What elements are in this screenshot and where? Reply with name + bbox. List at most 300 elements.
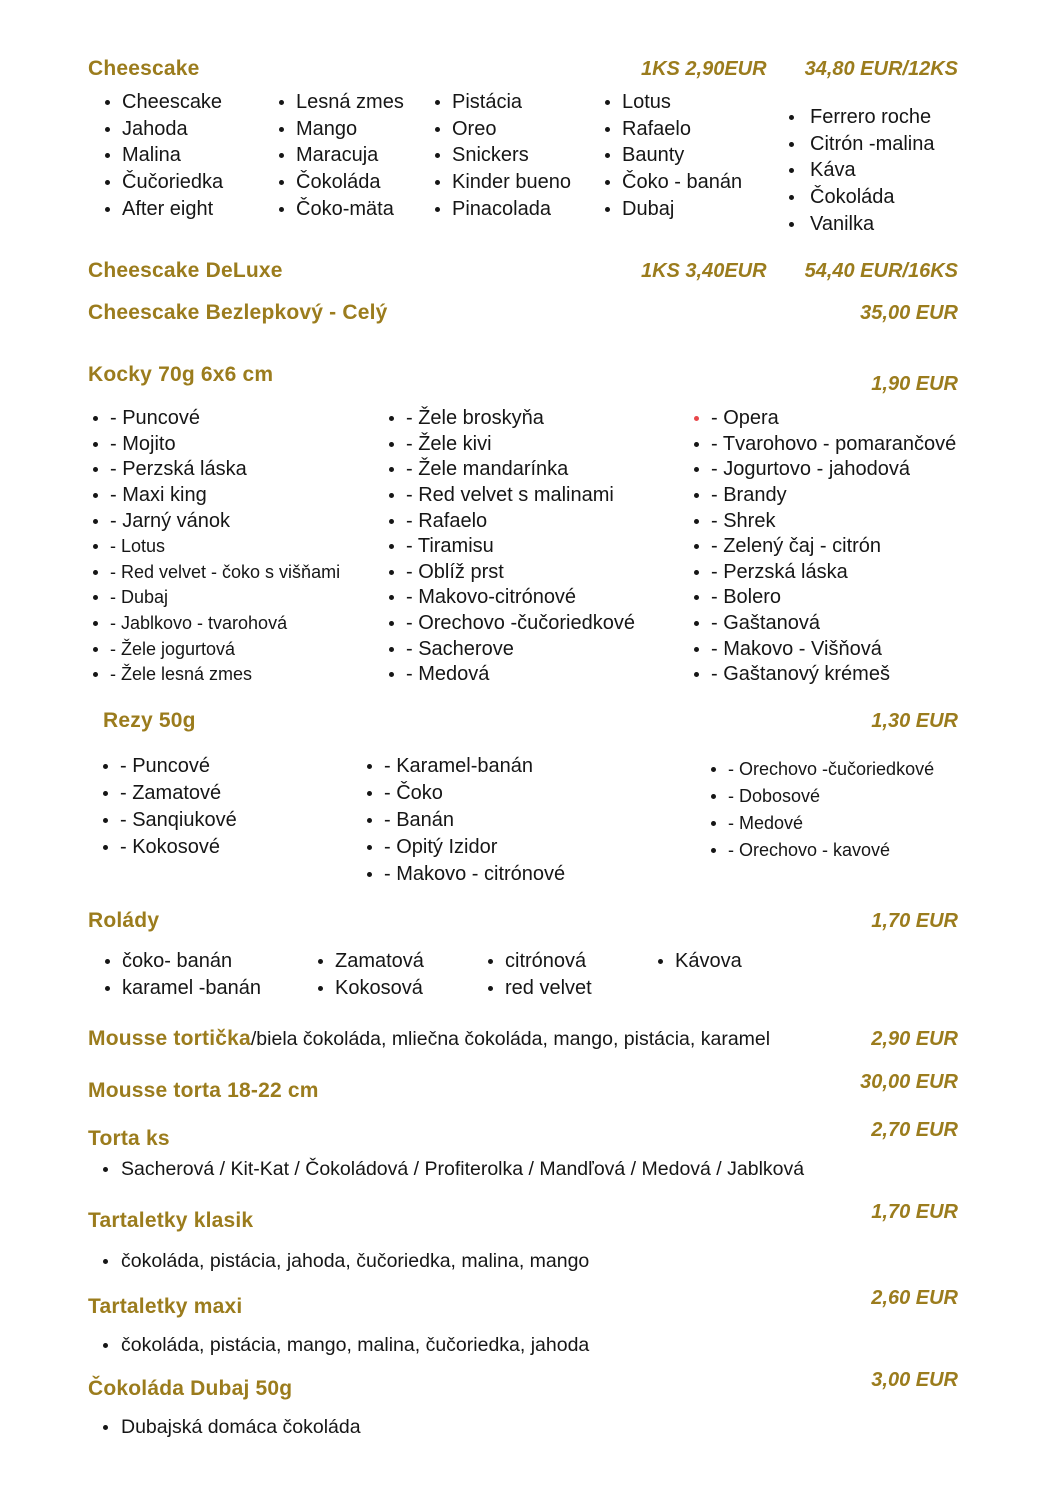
torta-ks-note <box>0 1158 1061 1181</box>
bullet-icon <box>389 519 394 524</box>
bullet-icon <box>694 519 699 524</box>
bullet-icon <box>93 544 98 549</box>
section-mousse-torta <box>0 1071 1061 1104</box>
menu-item <box>93 611 389 637</box>
menu-item-label: - Čoko <box>384 782 443 804</box>
bullet-icon <box>488 986 493 991</box>
menu-item-label: - Red velvet - čoko s višňami <box>110 561 341 582</box>
bullet-icon <box>93 519 98 524</box>
bullet-icon <box>389 647 394 652</box>
menu-item-label: Čoko - banán <box>622 171 743 194</box>
bullet-icon <box>605 180 610 185</box>
bullet-icon <box>694 570 699 575</box>
cheescake-header <box>0 56 1061 82</box>
bullet-icon <box>105 180 110 185</box>
rolady-header <box>0 908 1061 934</box>
menu-item-label: - Makovo - citrónové <box>384 863 566 885</box>
menu-item-label: Rafaelo <box>622 117 691 140</box>
menu-item <box>93 432 389 458</box>
bullet-icon <box>711 821 716 826</box>
bullet-icon <box>367 818 372 823</box>
kocky-prices <box>871 371 958 397</box>
section-rezy <box>0 708 1061 888</box>
tartaletky-klasik-title: Tartaletky klasik <box>88 1209 254 1232</box>
menu-item-label: - Jablkovo - tvarohová <box>110 613 288 634</box>
menu-item-label: citrónová <box>505 950 587 972</box>
bullet-icon <box>367 764 372 769</box>
kocky-header <box>0 362 1061 395</box>
menu-item <box>789 104 934 131</box>
bullet-icon <box>789 168 794 173</box>
bullet-icon <box>389 467 394 472</box>
menu-item <box>367 780 711 807</box>
kocky-column-3 <box>694 406 956 688</box>
bullet-icon <box>605 153 610 158</box>
bullet-icon <box>711 848 716 853</box>
menu-item-label: Pinacolada <box>452 198 551 221</box>
menu-item <box>488 975 658 1002</box>
menu-item-label: - Zamatové <box>120 782 222 804</box>
bullet-icon <box>389 621 394 626</box>
bullet-icon <box>105 100 110 105</box>
menu-item <box>93 636 389 662</box>
tartaletky-maxi-header <box>0 1287 1061 1320</box>
menu-item-label: Mango <box>296 117 358 140</box>
menu-item <box>435 116 605 143</box>
cheescake-column-4 <box>605 89 789 223</box>
torta-ks-header <box>0 1119 1061 1152</box>
bullet-icon <box>318 986 323 991</box>
menu-item-label: - Jogurtovo - jahodová <box>711 458 911 481</box>
cokolada-dubaj-note <box>0 1416 1061 1439</box>
menu-item <box>367 807 711 834</box>
bullet-icon <box>93 672 98 677</box>
tartaletky-klasik-header <box>0 1201 1061 1234</box>
cokolada-dubaj-title: Čokoláda Dubaj 50g <box>88 1377 293 1400</box>
menu-item <box>367 753 711 780</box>
menu-item-label: - Puncové <box>110 407 201 430</box>
menu-item <box>103 753 367 780</box>
tartaletky-klasik-note <box>0 1250 1061 1273</box>
menu-item <box>389 432 694 458</box>
menu-item <box>389 611 694 637</box>
kocky-flavor-columns <box>0 406 1061 688</box>
cheescake-title: Cheescake <box>88 57 200 80</box>
rolady-column-2 <box>318 948 488 1002</box>
menu-item-label: - Makovo-citrónové <box>406 586 577 609</box>
menu-item-label: - Dobosové <box>728 786 821 806</box>
bullet-icon <box>105 986 110 991</box>
menu-item <box>103 780 367 807</box>
menu-item-label: Čokoláda <box>296 171 381 194</box>
cheescake-prices <box>641 56 958 82</box>
menu-item-label: - Mojito <box>110 432 176 455</box>
menu-item-label: Baunty <box>622 144 685 167</box>
menu-item-label: Čokoláda <box>810 186 895 209</box>
menu-item <box>789 184 934 211</box>
bullet-icon <box>694 672 699 677</box>
kocky-column-1 <box>93 406 389 688</box>
menu-item <box>105 196 279 223</box>
bullet-icon <box>789 142 794 147</box>
menu-item <box>694 457 956 483</box>
bullet-icon <box>93 570 98 575</box>
menu-item <box>93 534 389 560</box>
mousse-torticka-prices <box>871 1026 958 1052</box>
bullet-icon <box>93 493 98 498</box>
menu-item-label: - Maxi king <box>110 484 207 507</box>
menu-item <box>694 611 956 637</box>
rezy-header <box>0 708 1061 734</box>
menu-item <box>789 211 934 238</box>
bullet-icon <box>605 207 610 212</box>
menu-item <box>389 508 694 534</box>
bullet-icon <box>279 100 284 105</box>
menu-item-label: Čučoriedka <box>122 171 224 194</box>
rezy-price: 1,30 EUR <box>871 710 958 732</box>
bullet-icon <box>105 959 110 964</box>
bullet-icon <box>694 416 699 421</box>
bullet-icon <box>711 767 716 772</box>
section-tartaletky-maxi <box>0 1287 1061 1357</box>
menu-item-label: Kokosová <box>335 977 423 999</box>
bullet-icon <box>789 115 794 120</box>
bullet-icon <box>103 1259 108 1264</box>
bullet-icon <box>389 442 394 447</box>
deluxe-prices <box>641 258 958 284</box>
menu-item <box>389 483 694 509</box>
menu-item <box>105 975 318 1002</box>
mousse-torta-price: 30,00 EUR <box>860 1071 958 1093</box>
menu-item <box>694 534 956 560</box>
menu-item-label: - Žele mandarínka <box>406 458 569 481</box>
section-mousse-torticka <box>0 1026 1061 1052</box>
menu-item <box>93 406 389 432</box>
bullet-icon <box>435 207 440 212</box>
bullet-icon <box>389 493 394 498</box>
bullet-icon <box>389 595 394 600</box>
cokolada-dubaj-prices <box>871 1367 958 1393</box>
rolady-column-3 <box>488 948 658 1002</box>
menu-item <box>279 169 435 196</box>
bullet-icon <box>488 959 493 964</box>
menu-item <box>93 585 389 611</box>
menu-item-label: - Perzská láska <box>711 560 848 583</box>
bullet-icon <box>93 416 98 421</box>
rezy-flavor-columns <box>0 753 1061 888</box>
deluxe-header <box>0 258 1061 284</box>
bullet-icon <box>279 207 284 212</box>
bullet-icon <box>789 195 794 200</box>
menu-item-label: - Žele jogurtová <box>110 638 236 659</box>
menu-item <box>389 636 694 662</box>
bullet-icon <box>711 794 716 799</box>
menu-item-label: Oreo <box>452 117 497 140</box>
rolady-column-4 <box>658 948 742 975</box>
bullet-icon <box>367 872 372 877</box>
menu-item <box>694 662 956 688</box>
menu-item <box>389 585 694 611</box>
bezlepkovy-header <box>0 300 1061 326</box>
menu-item-label: - Rafaelo <box>406 509 488 532</box>
bullet-icon <box>435 180 440 185</box>
menu-item <box>103 807 367 834</box>
bullet-icon <box>105 153 110 158</box>
cokolada-dubaj-header <box>0 1369 1061 1402</box>
menu-item-label: Čoko-mäta <box>296 198 394 221</box>
menu-item <box>694 483 956 509</box>
rolady-title: Rolády <box>88 909 160 932</box>
menu-item-label: - Medová <box>406 663 490 686</box>
bullet-icon <box>318 959 323 964</box>
bullet-icon <box>694 442 699 447</box>
menu-item <box>435 169 605 196</box>
kocky-price: 1,90 EUR <box>871 373 958 395</box>
menu-item <box>105 948 318 975</box>
menu-item <box>435 196 605 223</box>
menu-item <box>694 585 956 611</box>
bullet-icon <box>389 416 394 421</box>
mousse-torticka-description: /biela čokoláda, mliečna čokoláda, mango, pistácia, karamel <box>250 1028 771 1050</box>
tartaletky-maxi-price: 2,60 EUR <box>871 1287 958 1309</box>
menu-item <box>605 196 789 223</box>
rolady-prices <box>871 908 958 934</box>
deluxe-title: Cheescake DeLuxe <box>88 259 283 282</box>
menu-item-label: Lotus <box>622 90 671 113</box>
menu-item <box>389 457 694 483</box>
bullet-icon <box>103 845 108 850</box>
section-cheescake-deluxe <box>0 258 1061 284</box>
bullet-icon <box>435 127 440 132</box>
menu-item <box>318 948 488 975</box>
bullet-icon <box>105 127 110 132</box>
bullet-icon <box>605 127 610 132</box>
section-cokolada-dubaj <box>0 1369 1061 1439</box>
section-rolady <box>0 908 1061 1002</box>
menu-item-label: karamel -banán <box>122 977 261 999</box>
menu-item <box>93 483 389 509</box>
tartaletky-maxi-note-text: čokoláda, pistácia, mango, malina, čučoriedka, jahoda <box>121 1334 590 1356</box>
menu-item <box>105 116 279 143</box>
bullet-icon <box>93 442 98 447</box>
mousse-torticka-title: Mousse tortička <box>88 1027 251 1050</box>
menu-item <box>105 169 279 196</box>
tartaletky-klasik-prices <box>871 1199 958 1225</box>
bezlepkovy-prices <box>860 300 958 326</box>
cheescake-column-1 <box>105 89 279 223</box>
menu-item-label: - Jarný vánok <box>110 509 231 532</box>
cheescake-column-2 <box>279 89 435 223</box>
menu-item-label: Zamatová <box>335 950 424 972</box>
menu-item-label: - Sanqiukové <box>120 809 237 831</box>
bullet-icon <box>694 493 699 498</box>
menu-item-label: - Puncové <box>120 755 211 777</box>
menu-item <box>367 861 711 888</box>
menu-item-label: Kávova <box>675 950 742 972</box>
menu-item <box>435 143 605 170</box>
menu-item-label: - Gaštanový krémeš <box>711 663 890 686</box>
menu-item-label: - Gaštanová <box>711 612 820 635</box>
menu-item <box>658 948 742 975</box>
section-torta-ks <box>0 1119 1061 1181</box>
bezlepkovy-title: Cheescake Bezlepkový - Celý <box>88 301 388 324</box>
bullet-icon <box>93 595 98 600</box>
rezy-column-3 <box>711 756 934 864</box>
menu-item <box>367 834 711 861</box>
bezlepkovy-price: 35,00 EUR <box>860 302 958 324</box>
menu-item-label: - Brandy <box>711 484 787 507</box>
bullet-icon <box>105 207 110 212</box>
menu-item-label: - Banán <box>384 809 455 831</box>
mousse-torta-header <box>0 1071 1061 1104</box>
menu-item-label: - Tvarohovo - pomarančové <box>711 432 957 455</box>
bullet-icon <box>103 1343 108 1348</box>
rezy-column-1 <box>103 753 367 861</box>
menu-item-label: Lesná zmes <box>296 90 404 113</box>
tartaletky-maxi-prices <box>871 1285 958 1311</box>
bullet-icon <box>694 647 699 652</box>
rezy-title: Rezy 50g <box>103 709 196 732</box>
menu-item <box>694 508 956 534</box>
cheescake-column-3 <box>435 89 605 223</box>
menu-item <box>789 131 934 158</box>
torta-ks-prices <box>871 1117 958 1143</box>
menu-item <box>605 169 789 196</box>
bullet-icon <box>435 100 440 105</box>
cokolada-dubaj-note-text: Dubajská domáca čokoláda <box>121 1416 361 1438</box>
menu-item <box>694 432 956 458</box>
bullet-icon <box>93 647 98 652</box>
menu-item <box>105 143 279 170</box>
bullet-icon <box>367 845 372 850</box>
bullet-icon <box>93 621 98 626</box>
bullet-icon <box>389 544 394 549</box>
section-cheescake <box>0 56 1061 238</box>
bullet-icon <box>789 222 794 227</box>
menu-item-label: - Žele kivi <box>406 432 492 455</box>
menu-item-label: - Opitý Izidor <box>384 836 498 858</box>
menu-item-label: - Oblíž prst <box>406 560 504 583</box>
menu-item <box>488 948 658 975</box>
bullet-icon <box>103 791 108 796</box>
menu-item <box>389 406 694 432</box>
menu-item-label: Ferrero roche <box>810 105 932 128</box>
bullet-icon <box>103 1167 108 1172</box>
menu-item-label: Snickers <box>452 144 529 167</box>
section-cheescake-bezlepkovy <box>0 300 1061 326</box>
mousse-torta-prices <box>860 1069 958 1095</box>
menu-item <box>605 116 789 143</box>
cheescake-flavor-columns <box>0 89 1061 238</box>
bullet-icon <box>367 791 372 796</box>
menu-item-label: - Perzská láska <box>110 458 247 481</box>
menu-item <box>694 636 956 662</box>
menu-item-label: - Bolero <box>711 586 782 609</box>
mousse-torticka-price: 2,90 EUR <box>871 1028 958 1050</box>
tartaletky-maxi-title: Tartaletky maxi <box>88 1295 243 1318</box>
menu-item <box>93 508 389 534</box>
menu-item-label: - Lotus <box>110 536 166 557</box>
mousse-torta-title: Mousse torta 18-22 cm <box>88 1079 319 1102</box>
mousse-torticka-header <box>0 1026 1061 1052</box>
bullet-icon <box>103 818 108 823</box>
menu-item-label: After eight <box>122 198 214 221</box>
section-kocky <box>0 362 1061 688</box>
kocky-title: Kocky 70g 6x6 cm <box>88 363 274 386</box>
menu-item-label: - Karamel-banán <box>384 755 533 777</box>
rezy-prices <box>871 708 958 734</box>
bullet-icon <box>103 1425 108 1430</box>
menu-item-label: - Orechovo - kavové <box>728 840 891 860</box>
menu-item <box>93 560 389 586</box>
bullet-icon <box>279 153 284 158</box>
menu-item-label: - Makovo - Višňová <box>711 637 882 660</box>
bullet-icon <box>694 621 699 626</box>
cokolada-dubaj-price: 3,00 EUR <box>871 1369 958 1391</box>
section-tartaletky-klasik <box>0 1201 1061 1273</box>
rezy-column-2 <box>367 753 711 888</box>
menu-item <box>435 89 605 116</box>
menu-item-label: Káva <box>810 159 856 182</box>
tartaletky-klasik-price: 1,70 EUR <box>871 1201 958 1223</box>
rolady-price: 1,70 EUR <box>871 910 958 932</box>
bullet-icon <box>93 467 98 472</box>
bullet-icon <box>694 467 699 472</box>
menu-item <box>389 560 694 586</box>
kocky-column-2 <box>389 406 694 688</box>
menu-item <box>789 158 934 185</box>
menu-item-label: Maracuja <box>296 144 379 167</box>
menu-item <box>711 810 934 837</box>
menu-item <box>694 560 956 586</box>
menu-item-label: Kinder bueno <box>452 171 571 194</box>
menu-item <box>711 837 934 864</box>
torta-ks-note-text: Sacherová / Kit-Kat / Čokoládová / Profiterolka / Mandľová / Medová / Jablková <box>121 1158 805 1180</box>
menu-item <box>318 975 488 1002</box>
menu-item <box>605 143 789 170</box>
bullet-icon <box>435 153 440 158</box>
menu-item-label: Dubaj <box>622 198 675 221</box>
bullet-icon <box>279 180 284 185</box>
menu-item-label: Jahoda <box>122 117 188 140</box>
torta-ks-price: 2,70 EUR <box>871 1119 958 1141</box>
rolady-flavor-columns <box>0 948 1061 1002</box>
menu-item-label: čoko- banán <box>122 950 233 972</box>
menu-item <box>93 457 389 483</box>
menu-item <box>389 534 694 560</box>
bullet-icon <box>694 544 699 549</box>
menu-item-label: - Žele lesná zmes <box>110 664 253 685</box>
bullet-icon <box>103 764 108 769</box>
menu-item-label: - Kokosové <box>120 836 221 858</box>
deluxe-unit-price: 1KS 3,40EUR <box>640 260 767 282</box>
menu-item <box>279 143 435 170</box>
menu-item-label: Malina <box>122 144 181 167</box>
cheescake-pack-price: 34,80 EUR/12KS <box>804 58 958 80</box>
menu-item <box>389 662 694 688</box>
menu-item-label: - Shrek <box>711 509 776 532</box>
menu-item-label: - Žele broskyňa <box>406 407 544 430</box>
bullet-icon <box>389 570 394 575</box>
bullet-icon <box>279 127 284 132</box>
cheescake-unit-price: 1KS 2,90EUR <box>640 58 767 80</box>
rolady-column-1 <box>105 948 318 1002</box>
menu-item-label: - Dubaj <box>110 587 169 608</box>
menu-item <box>93 662 389 688</box>
menu-item-label: - Zelený čaj - citrón <box>711 535 882 558</box>
menu-item-label: - Tiramisu <box>406 535 494 558</box>
bullet-icon <box>694 595 699 600</box>
